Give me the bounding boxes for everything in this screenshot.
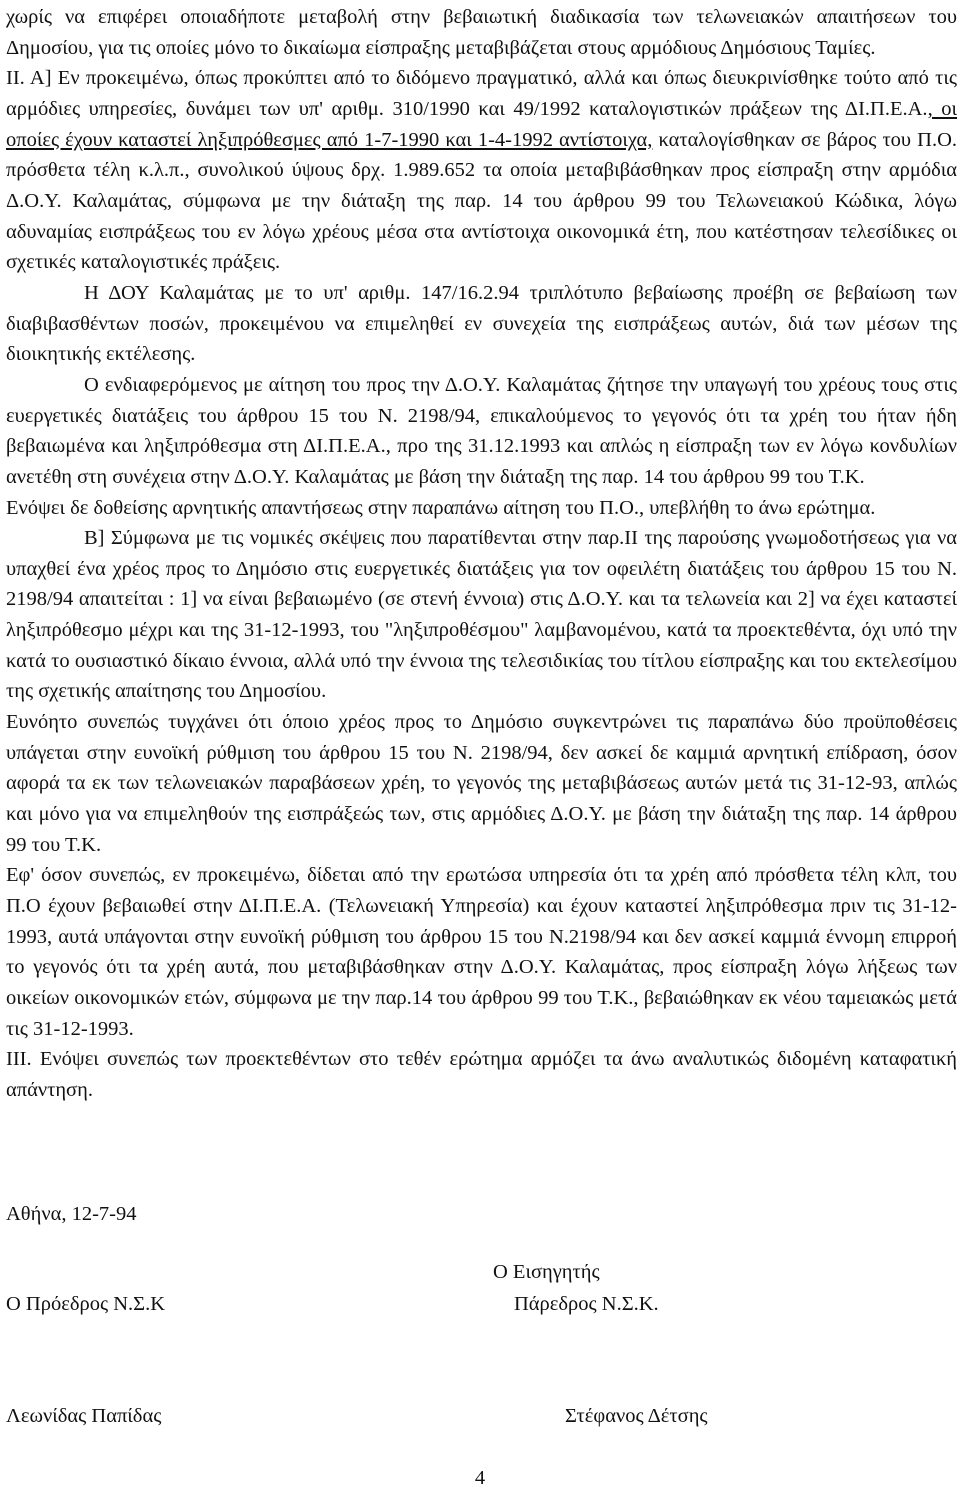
paragraph-section-2a — [6, 63, 957, 278]
paragraph-2-underlined: , οι οποίες έχουν καταστεί ληξιπρόθεσμες από 1-7-1990 και 1-4-1992 αντίστοιχα, — [6, 97, 958, 151]
president-label: Ο Πρόεδρος Ν.Σ.Κ — [6, 1293, 165, 1315]
paragraph-7: Ευνόητο συνεπώς τυγχάνει ότι όποιο χρέος προς το Δημόσιο συγκεντρώνει τις παραπάνω δύο προϋποθέσεις υπάγεται στην ευνοϊκή ρύθμιση του άρθρου 15 του Ν. 2198/94, δεν ασκεί δε καμμιά αρνητική επίδραση, όσον αφορά τα εκ των τελωνειακών παραβάσεων χρέη, το γεγονός της μεταβιβάσεως αυτών μετά τις 31-12-93, απλώς και μόνο για να επιμεληθούν της εισπράξεώς των, στις αρμόδιες Δ.Ο.Υ. με βάση την διάταξη της παρ. 14 άρθρου 99 του Τ.Κ. — [6, 711, 957, 856]
paragraph-6: Β] Σύμφωνα με τις νομικές σκέψεις που παρατίθενται στην παρ.ΙΙ της παρούσης γνωμοδοτήσεως για να υπαχθεί ένα χρέος προς το Δημόσιο στις ευεργετικές διατάξεις για τον οφειλέτη διατάξεις του άρθρου 15 του Ν. 2198/94 απαιτείται : 1] να είναι βεβαιωμένο (σε στενή έννοια) στις Δ.Ο.Υ. και τα τελωνεία και 2] να έχει καταστεί ληξιπρόθεσμο μέχρι και της 31-12-1993, του "ληξιπροθέσμου" λαμβανομένου, κατά τα προεκτεθέντα, όχι υπό την κατά το ουσιαστικό δίκαιο έννοια, αλλά υπό την έννοια της τελεσιδικίας του τίτλου είσπραξης και του εκτελεσίμου της σχετικής απαίτησης του Δημοσίου. — [6, 527, 957, 703]
paragraph-2-end: καταλογίσθηκαν σε βάρος του Π.Ο. πρόσθετα τέλη κ.λ.π., συνολικού ύψους δρχ. 1.989.652 τα οποία μεταβιβάσθηκαν προς είσπραξη στην αρμόδια Δ.Ο.Υ. Καλαμάτας, σύμφωνα με την διάταξη της παρ. 14 του άρθρου 99 του Τελωνειακού Κώδικα, λόγω αδυναμίας εισπράξεως του εν λόγω χρέους μέσα στα αντίστοιχα οικονομικά έτη, που κατέστησαν τελεσίδικες οι σχετικές καταλογιστικές πράξεις. — [6, 128, 958, 274]
rapporteur-name: Στέφανος Δέτσης — [565, 1405, 708, 1427]
paragraph-3: Η ΔΟΥ Καλαμάτας με το υπ' αριθμ. 147/16.2.94 τριπλότυπο βεβαίωσης προέβη σε βεβαίωση των διαβιβασθέντων ποσών, προκειμένου να επιμεληθεί εν συνεχεία της εισπράξεως αυτών, διά των μέσων της διοικητικής εκτέλεσης. — [6, 281, 957, 366]
paragraph-9: ΙΙΙ. Ενόψει συνεπώς των προεκτεθέντων στο τεθέν ερώτημα αρμόζει τα άνω αναλυτικώς διδομένη καταφατική απάντηση. — [6, 1048, 957, 1101]
rapporteur-title: Ο Εισηγητής — [493, 1261, 600, 1283]
paragraph-4: Ο ενδιαφερόμενος με αίτηση του προς την Δ.Ο.Υ. Καλαμάτας ζήτησε την υπαγωγή του χρέους τους στις ευεργετικές διατάξεις του άρθρου 15 του Ν. 2198/94, επικαλούμενος το γεγονός ότι τα χρέη του ήταν ήδη βεβαιωμένα και ληξιπρόθεσμα στη ΔΙ.Π.Ε.Α., προ της 31.12.1993 και απλώς η είσπραξη των εν λόγω κονδυλίων ανετέθη στη συνέχεια στην Δ.Ο.Υ. Καλαμάτας με βάση την διάταξη της παρ. 14 του άρθρου 99 του Τ.Κ. — [6, 373, 957, 488]
paragraph-8: Εφ' όσον συνεπώς, εν προκειμένω, δίδεται από την ερωτώσα υπηρεσία ότι τα χρέη από πρόσθετα τέλη κλπ, του Π.Ο έχουν βεβαιωθεί στην ΔΙ.Π.Ε.Α. (Τελωνειακή Υπηρεσία) και έχουν καταστεί ληξιπρόθεσμα πριν τις 31-12-1993, αυτά υπάγονται στην ευνοϊκή ρύθμιση του άρθρου 15 του Ν.2198/94 και δεν ασκεί καμμιά έννομη επιρροή το γεγονός ότι τα χρέη αυτά, που μεταβιβάσθηκαν στην Δ.Ο.Υ. Καλαμάτας, προς είσπραξη λόγω λήξεως των οικείων οικονομικών ετών, σύμφωνα με την παρ.14 του άρθρου 99 του Τ.Κ., βεβαιώθηκαν εκ νέου ταμειακώς μετά τις 31-12-1993. — [6, 864, 957, 1040]
page-number: 4 — [474, 1467, 486, 1489]
president-name: Λεωνίδας Παπίδας — [6, 1405, 162, 1427]
place-date: Αθήνα, 12-7-94 — [6, 1203, 137, 1225]
paragraph-2-start: ΙΙ. Α] Εν προκειμένω, όπως προκύπτει από το διδόμενο πραγματικό, αλλά και όπως διευκρινίσθηκε τούτο από τις αρμόδιες υπηρεσίες, δυνάμει των υπ' αριθμ. 310/1990 και 49/1992 καταλογιστικών πράξεων της ΔΙ.Π.Ε.Α. — [6, 67, 957, 120]
document-body — [6, 2, 957, 1106]
paragraph-1: χωρίς να επιφέρει οποιαδήποτε μεταβολή στην βεβαιωτική διαδικασία των τελωνειακών απαιτήσεων του Δημοσίου, για τις οποίες μόνο το δικαίωμα είσπραξης μεταβιβάζεται στους αρμόδιους Δημόσιους Ταμίες. — [6, 6, 957, 59]
paragraph-5: Ενόψει δε δοθείσης αρνητικής απαντήσεως στην παραπάνω αίτηση του Π.Ο., υπεβλήθη το άνω ερώτημα. — [6, 496, 876, 519]
rapporteur-rank: Πάρεδρος Ν.Σ.Κ. — [514, 1293, 659, 1315]
